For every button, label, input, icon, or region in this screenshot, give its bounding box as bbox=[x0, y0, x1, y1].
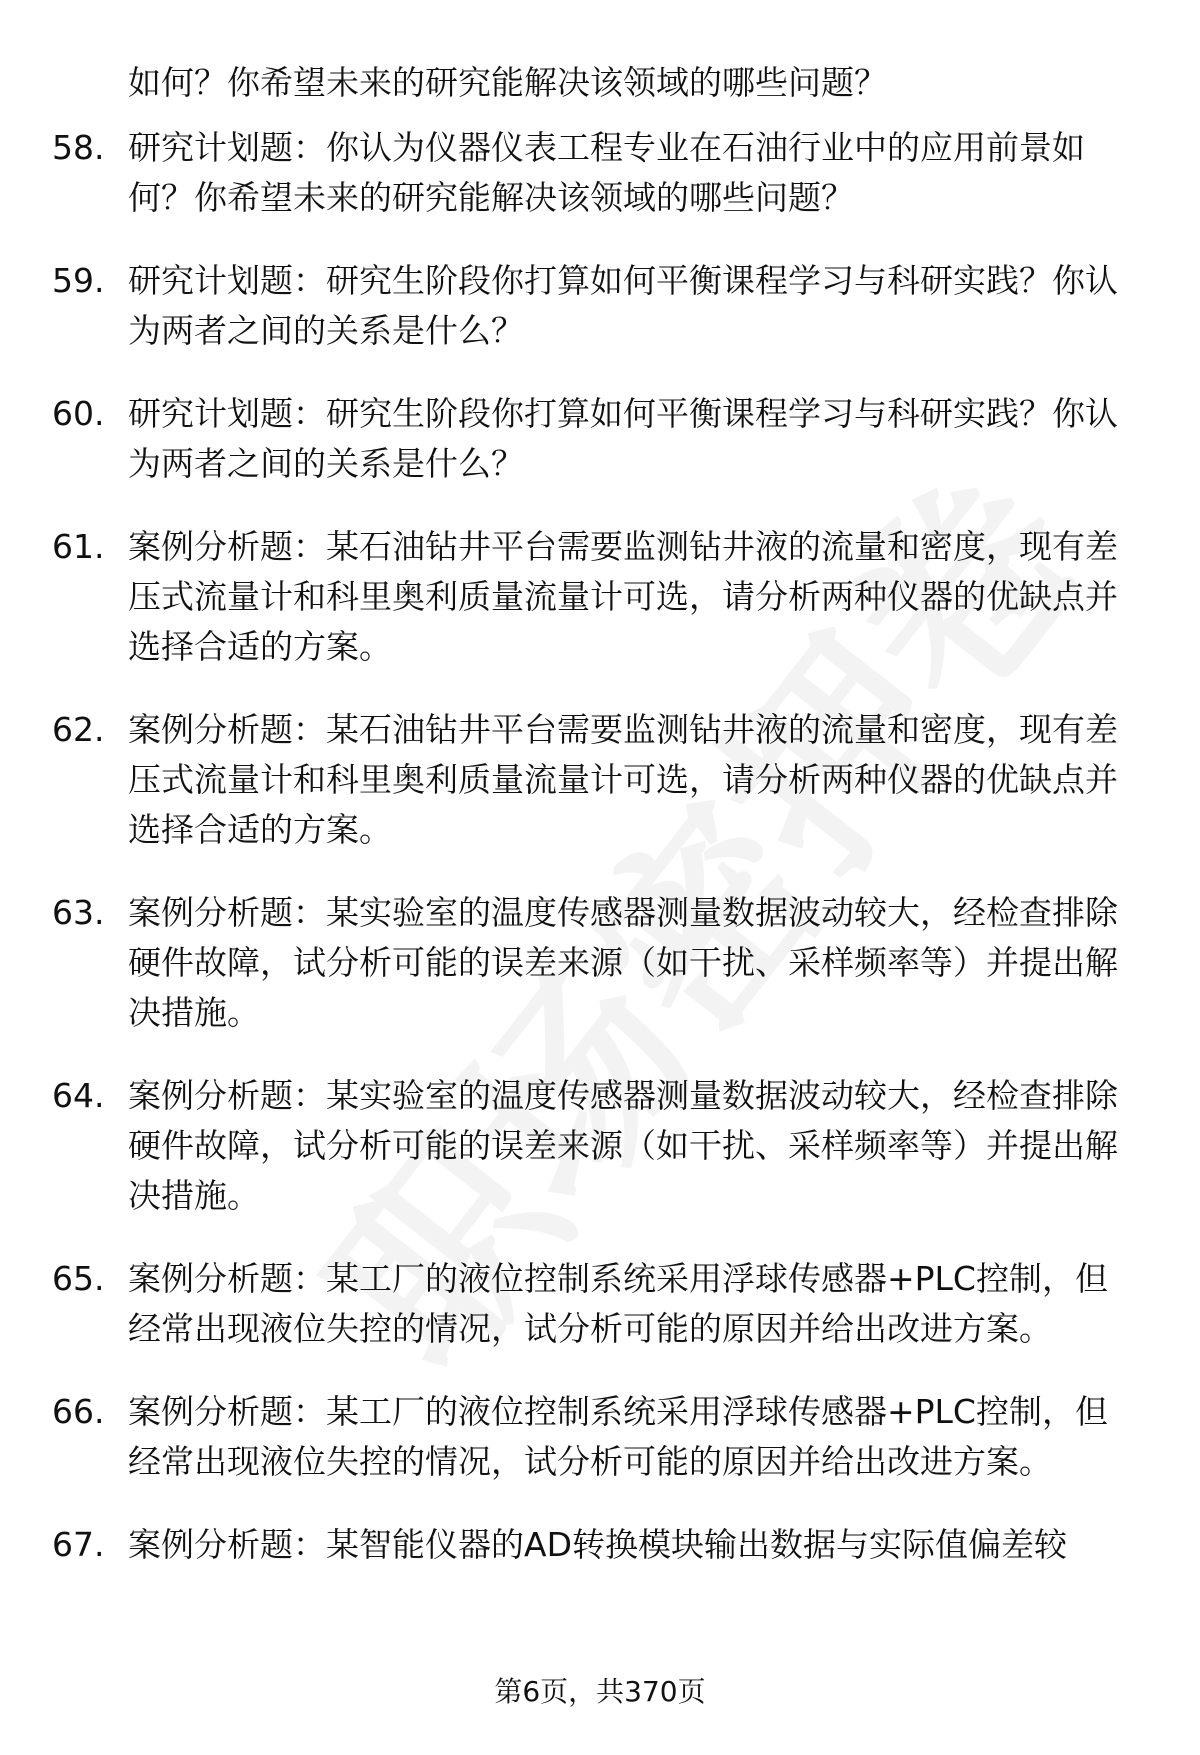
question-number: 63. bbox=[52, 893, 105, 932]
question-text: 案例分析题：某石油钻井平台需要监测钻井液的流量和密度，现有差压式流量计和科里奥利质量流量计可选，请分析两种仪器的优缺点并选择合适的方案。 bbox=[128, 527, 1118, 666]
question-item bbox=[0, 888, 1200, 1038]
question-item bbox=[0, 123, 1200, 223]
question-text: 研究计划题：你认为仪器仪表工程专业在石油行业中的应用前景如何？你希望未来的研究能解决该领域的哪些问题？ bbox=[128, 128, 1085, 217]
question-item bbox=[0, 256, 1200, 356]
question-number: 60. bbox=[52, 394, 105, 433]
question-item bbox=[0, 522, 1200, 672]
question-number: 66. bbox=[52, 1392, 105, 1431]
question-item bbox=[0, 705, 1200, 855]
question-text: 案例分析题：某实验室的温度传感器测量数据波动较大，经检查排除硬件故障，试分析可能的误差来源（如干扰、采样频率等）并提出解决措施。 bbox=[128, 893, 1118, 1032]
question-number: 67. bbox=[52, 1525, 105, 1564]
question-number: 65. bbox=[52, 1259, 105, 1298]
question-list bbox=[0, 123, 1200, 1603]
question-text: 研究计划题：研究生阶段你打算如何平衡课程学习与科研实践？你认为两者之间的关系是什么？ bbox=[128, 261, 1118, 350]
question-item bbox=[0, 1071, 1200, 1221]
question-text: 案例分析题：某智能仪器的AD转换模块输出数据与实际值偏差较 bbox=[128, 1525, 1067, 1564]
question-number: 58. bbox=[52, 128, 105, 167]
page-footer: 第6页，共370页 bbox=[494, 1675, 706, 1708]
question-item bbox=[0, 1254, 1200, 1354]
question-text: 案例分析题：某工厂的液位控制系统采用浮球传感器+PLC控制，但经常出现液位失控的情况，试分析可能的原因并给出改进方案。 bbox=[128, 1392, 1108, 1481]
continuation-text: 如何？你希望未来的研究能解决该领域的哪些问题？ bbox=[128, 63, 887, 102]
question-item bbox=[0, 389, 1200, 489]
question-number: 64. bbox=[52, 1076, 105, 1115]
question-text: 案例分析题：某石油钻井平台需要监测钻井液的流量和密度，现有差压式流量计和科里奥利质量流量计可选，请分析两种仪器的优缺点并选择合适的方案。 bbox=[128, 710, 1118, 849]
question-number: 61. bbox=[52, 527, 105, 566]
question-item bbox=[0, 1520, 1200, 1570]
question-number: 59. bbox=[52, 261, 105, 300]
question-text: 案例分析题：某工厂的液位控制系统采用浮球传感器+PLC控制，但经常出现液位失控的情况，试分析可能的原因并给出改进方案。 bbox=[128, 1259, 1108, 1348]
question-item bbox=[0, 1387, 1200, 1487]
question-text: 案例分析题：某实验室的温度传感器测量数据波动较大，经检查排除硬件故障，试分析可能的误差来源（如干扰、采样频率等）并提出解决措施。 bbox=[128, 1076, 1118, 1215]
question-number: 62. bbox=[52, 710, 105, 749]
question-text: 研究计划题：研究生阶段你打算如何平衡课程学习与科研实践？你认为两者之间的关系是什么？ bbox=[128, 394, 1118, 483]
